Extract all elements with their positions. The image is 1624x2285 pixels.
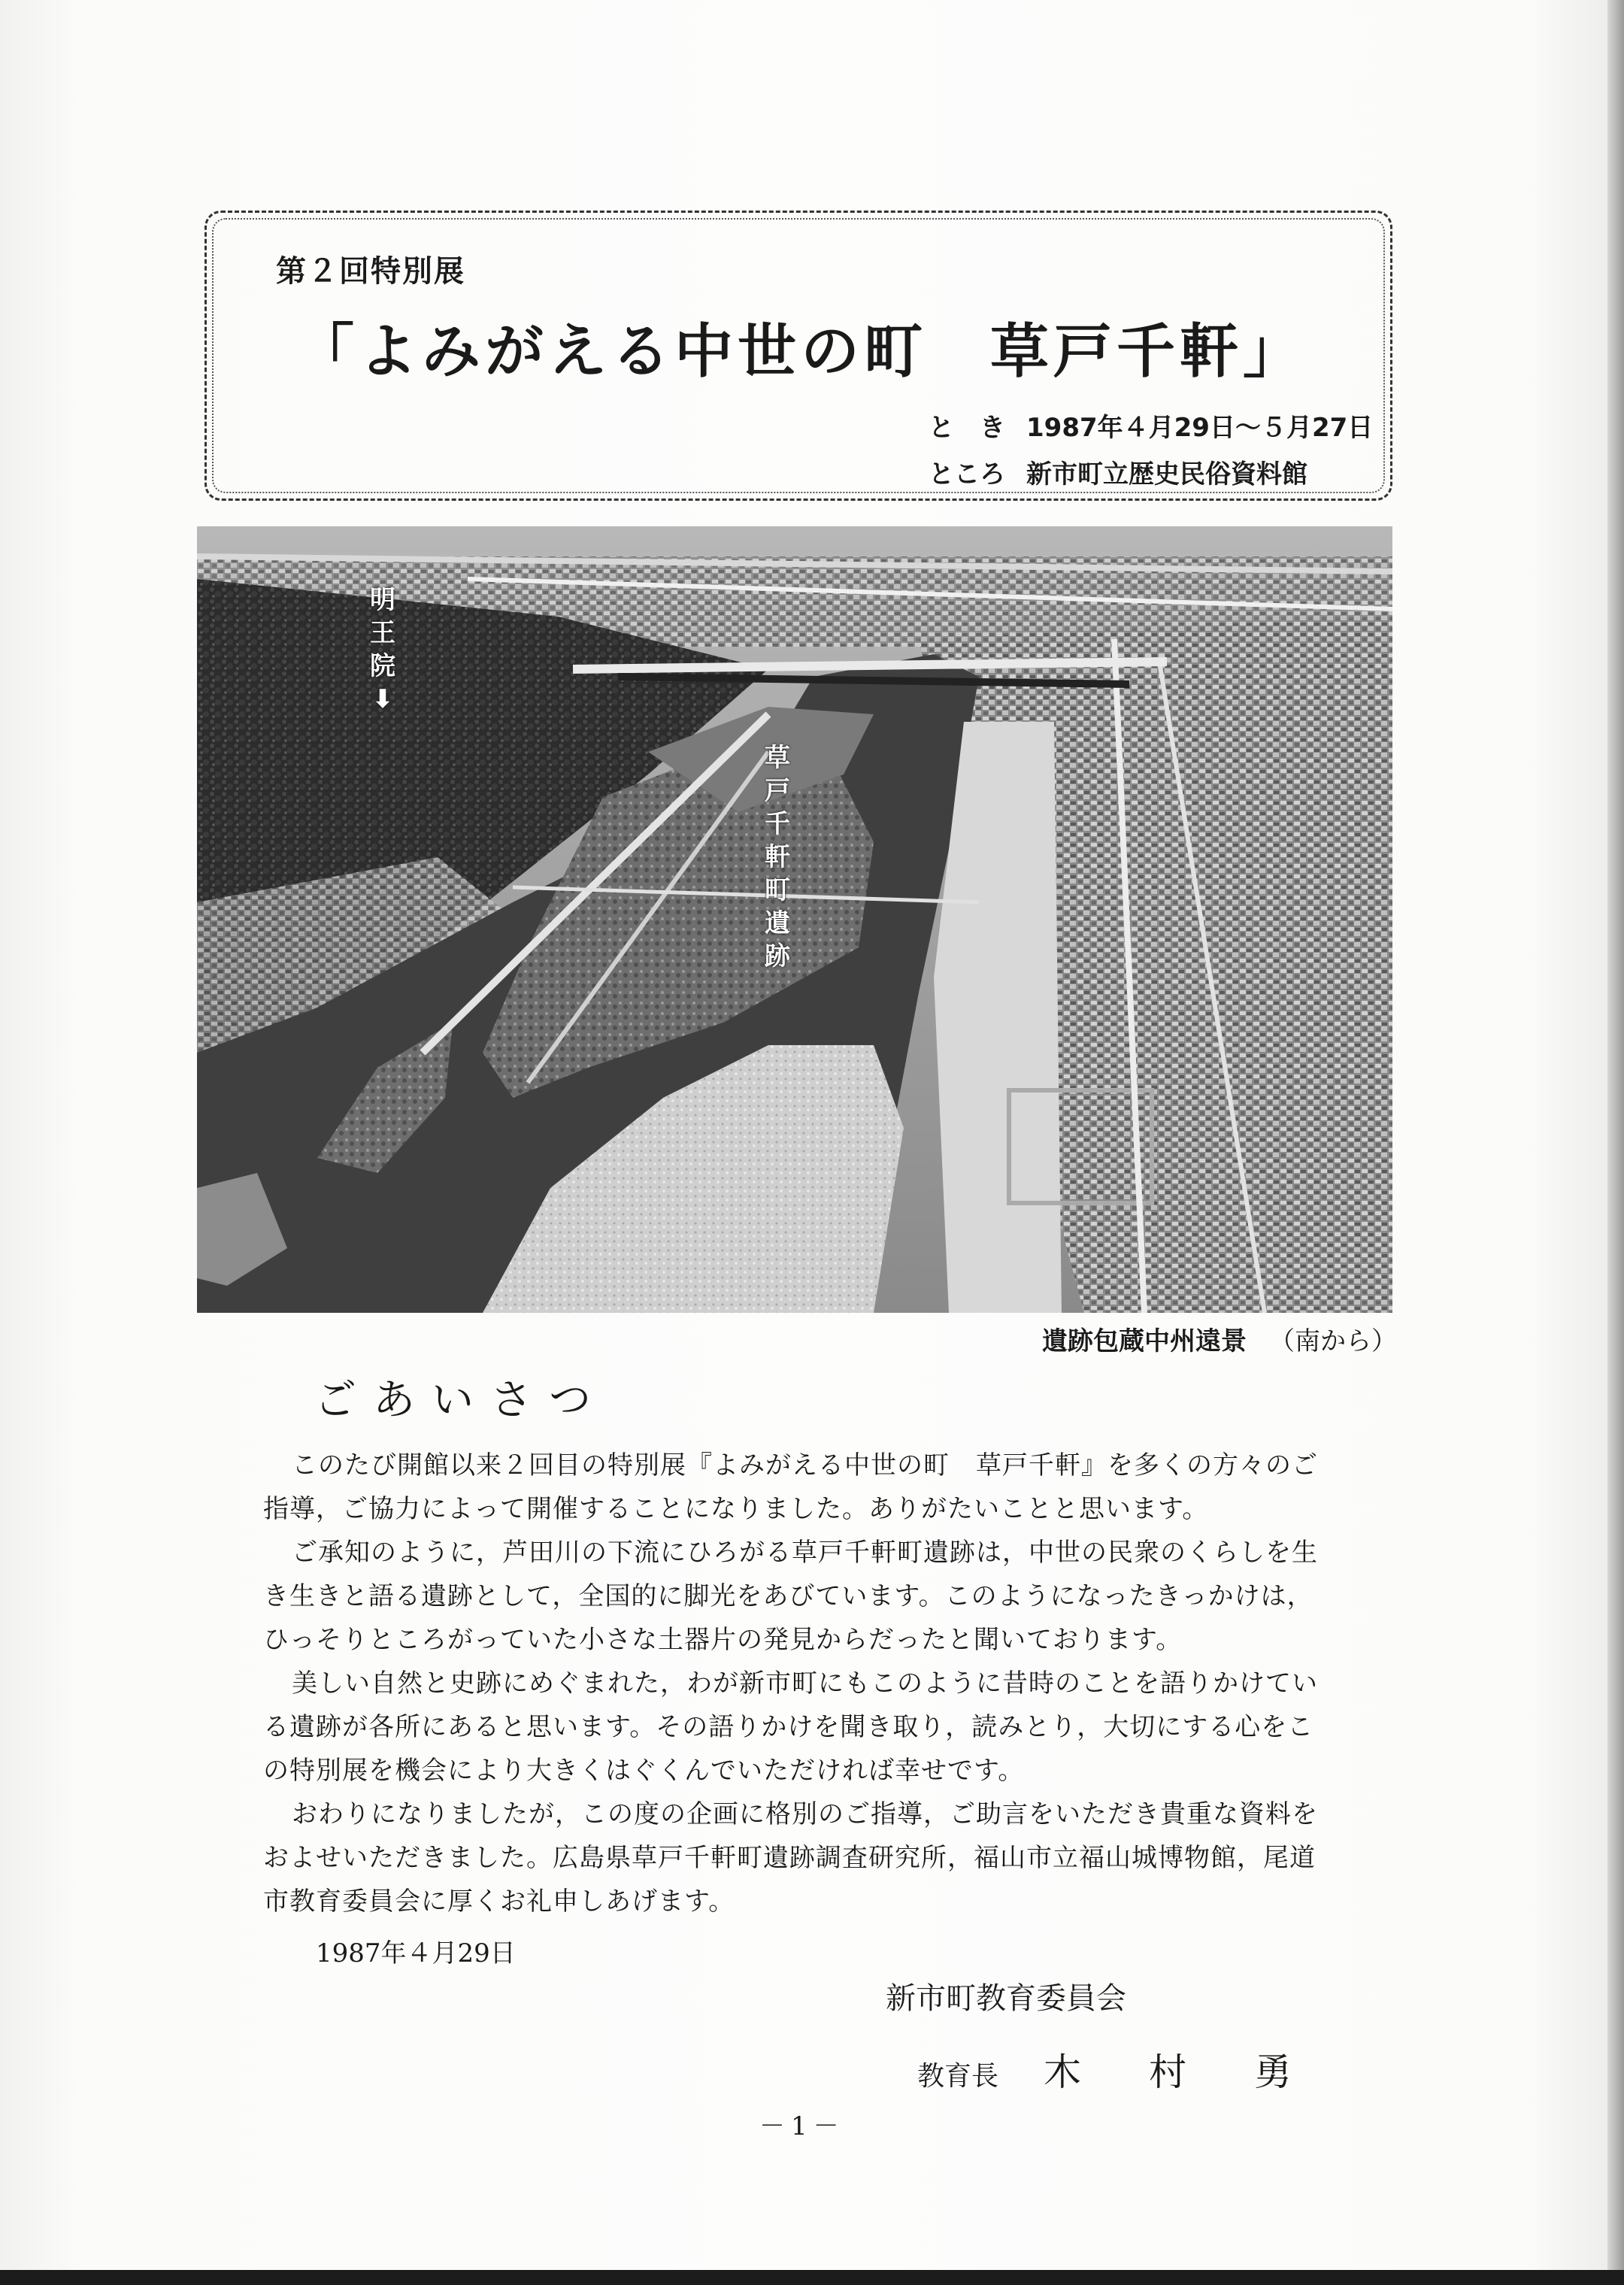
page-number: －1－ [759,2111,845,2141]
scan-border [0,2270,1624,2285]
greeting-paragraph: 美しい自然と史跡にめぐまれた，わが新市町にもこのように昔時のことを語りかけている遺跡が各所にあると思います。その語りかけを聞き取り，読みとり，大切にする心をこの特別展を機会により大きくはぐくんでいただければ幸せです。 [263,1668,1318,1786]
exhibition-title: 「よみがえる中世の町 草戸千軒」 [295,318,1306,386]
date-value: 1987年４月29日～５月27日 [1026,413,1374,443]
signer-name: 木村勇 [1044,2050,1360,2094]
place-value: 新市町立歴史民俗資料館 [1026,459,1307,489]
page-edge-shadow [1607,0,1624,2285]
greeting-paragraph: おわりになりましたが，この度の企画に格別のご指導，ご助言をいただき貴重な資料をおよせいただきました。広島県草戸千軒町遺跡調査研究所，福山市立福山城博物館，尾道市教育委員会に厚くお礼申しあげます。 [263,1799,1318,1917]
greeting-title: ごあいさつ [314,1376,607,1425]
temple-label: 明王院⬇ [370,585,395,714]
signature [917,2042,1359,2096]
place-label: ところ [929,459,1005,489]
greeting-paragraph: このたび開館以来２回目の特別展『よみがえる中世の町 草戸千軒』を多くの方々のご指導，ご協力によって開催することになりました。ありがたいことと思います。 [263,1450,1318,1524]
greeting-date: 1987年４月29日 [316,1938,516,1968]
exhibition-header-box [205,211,1392,501]
photo-caption-sub: （南から） [1269,1326,1397,1356]
site-label: 草戸千軒町遺跡 [765,743,790,971]
photo-caption-main: 遺跡包蔵中州遠景 [1042,1326,1247,1356]
aerial-photo [197,526,1392,1313]
greeting-body [263,1444,1338,1923]
greeting-paragraph: ご承知のように，芦田川の下流にひろがる草戸千軒町遺跡は，中世の民衆のくらしを生き生きと語る遺跡として，全国的に脚光をあびています。このようになったきっかけは，ひっそりところがっていた小さな土器片の発見からだったと聞いております。 [263,1538,1318,1655]
organization-name: 新市町教育委員会 [886,1981,1126,2016]
date-label: と き [929,413,1005,443]
exhibition-date [929,407,1373,444]
photo-caption [1042,1320,1397,1357]
exhibition-label: 第２回特別展 [276,254,465,289]
exhibition-place [929,453,1307,490]
signer-title: 教育長 [917,2061,999,2092]
